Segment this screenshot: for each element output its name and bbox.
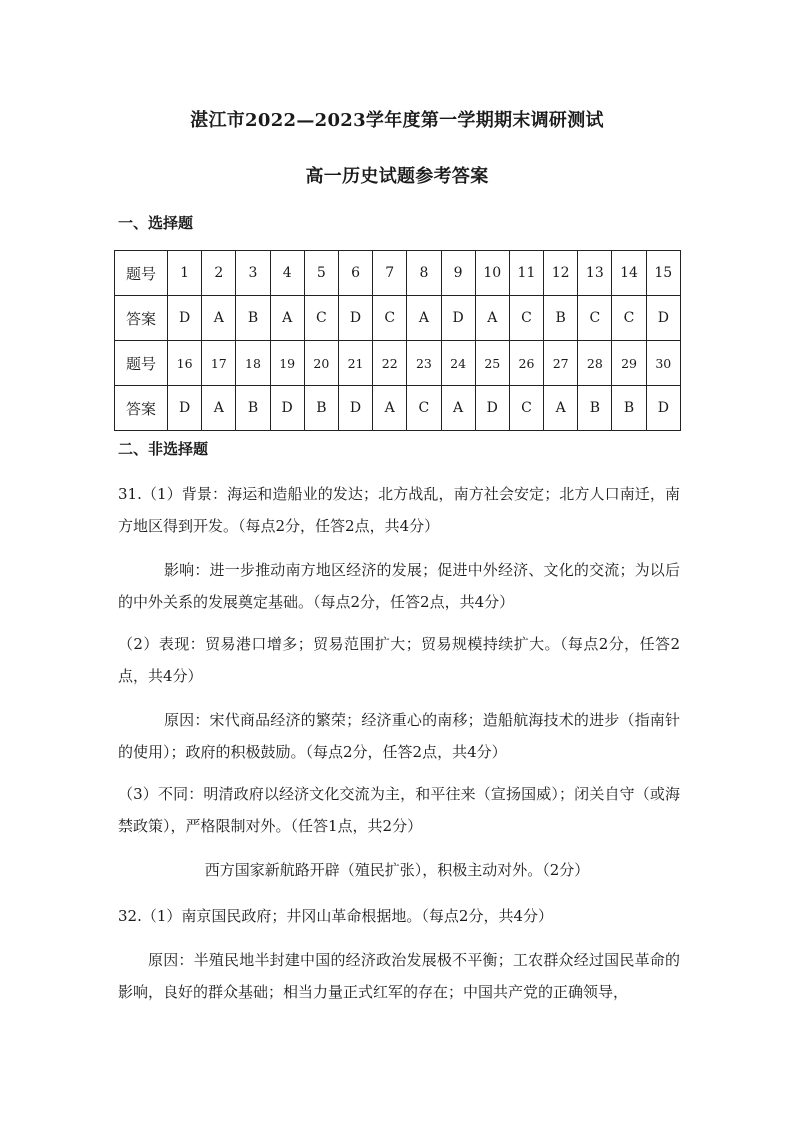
- answer-31-2-reason: 原因：宋代商品经济的繁荣；经济重心的南移；造船航海技术的进步（指南针的使用）；政府的积极鼓励。（每点2分，任答2点，共4分）: [118, 711, 680, 761]
- table-cell: 30: [646, 341, 680, 386]
- table-cell: 18: [236, 341, 270, 386]
- table-cell: D: [475, 386, 509, 431]
- table-cell: D: [441, 296, 475, 341]
- table-cell: A: [202, 386, 236, 431]
- table-cell: C: [578, 296, 612, 341]
- page-subtitle: 高一历史试题参考答案: [305, 166, 489, 187]
- answer-32-1: 32.（1）南京国民政府；井冈山革命根据地。（每点2分，共4分）: [118, 907, 553, 925]
- table-cell: B: [612, 386, 646, 431]
- page-title: 湛江市2022—2023学年度第一学期期末调研测试: [190, 110, 604, 131]
- table-cell: 28: [578, 341, 612, 386]
- table-cell: A: [202, 296, 236, 341]
- table-cell: B: [236, 386, 270, 431]
- table-cell: C: [509, 296, 543, 341]
- table-cell: C: [373, 296, 407, 341]
- table-cell: 1: [168, 251, 202, 296]
- table-cell: 16: [168, 341, 202, 386]
- answer-32-1-reason: 原因：半殖民地半封建中国的经济政治发展极不平衡；工农群众经过国民革命的影响，良好的群众基础；相当力量正式红军的存在；中国共产党的正确领导，: [118, 951, 680, 1001]
- table-cell: C: [509, 386, 543, 431]
- table-cell: 15: [646, 251, 680, 296]
- answer-table: [114, 250, 681, 431]
- table-cell: B: [578, 386, 612, 431]
- table-cell: 27: [544, 341, 578, 386]
- answer-31-2-performance: （2）表现：贸易港口增多；贸易范围扩大；贸易规模持续扩大。（每点2分，任答2点，共4分）: [118, 635, 680, 685]
- table-cell: D: [646, 296, 680, 341]
- table-cell: D: [338, 386, 372, 431]
- table-cell: 8: [407, 251, 441, 296]
- table-cell: 29: [612, 341, 646, 386]
- table-cell: B: [236, 296, 270, 341]
- answer-31-1-background: 31.（1）背景：海运和造船业的发达；北方战乱，南方社会安定；北方人口南迁，南方地区得到开发。（每点2分，任答2点，共4分）: [118, 485, 680, 535]
- table-cell: 24: [441, 341, 475, 386]
- table-cell: C: [612, 296, 646, 341]
- table-cell: A: [544, 386, 578, 431]
- table-cell: 22: [373, 341, 407, 386]
- table-cell: D: [168, 386, 202, 431]
- table-cell: 17: [202, 341, 236, 386]
- table-cell: 20: [304, 341, 338, 386]
- table-cell: B: [304, 386, 338, 431]
- table-cell: C: [304, 296, 338, 341]
- row-label: 题号: [115, 251, 168, 296]
- table-cell: 12: [544, 251, 578, 296]
- row-label: 答案: [115, 386, 168, 431]
- table-cell: D: [270, 386, 304, 431]
- answer-table-row: [115, 251, 681, 296]
- table-cell: 14: [612, 251, 646, 296]
- table-cell: D: [646, 386, 680, 431]
- row-label: 题号: [115, 341, 168, 386]
- table-cell: D: [168, 296, 202, 341]
- row-label: 答案: [115, 296, 168, 341]
- table-cell: C: [407, 386, 441, 431]
- table-cell: 23: [407, 341, 441, 386]
- table-cell: 6: [338, 251, 372, 296]
- table-cell: A: [441, 386, 475, 431]
- section-multiple-choice-heading: 一、选择题: [118, 214, 194, 232]
- table-cell: A: [373, 386, 407, 431]
- table-cell: 10: [475, 251, 509, 296]
- table-cell: 26: [509, 341, 543, 386]
- table-cell: 5: [304, 251, 338, 296]
- table-cell: 11: [509, 251, 543, 296]
- table-cell: 13: [578, 251, 612, 296]
- table-cell: 4: [270, 251, 304, 296]
- section-non-choice-heading: 二、非选择题: [118, 440, 209, 458]
- table-cell: B: [544, 296, 578, 341]
- table-cell: 9: [441, 251, 475, 296]
- answer-31-1-impact: 影响：进一步推动南方地区经济的发展；促进中外经济、文化的交流；为以后的中外关系的发展奠定基础。（每点2分，任答2点，共4分）: [118, 561, 680, 611]
- answer-table-row: [115, 386, 681, 431]
- table-cell: D: [338, 296, 372, 341]
- answer-31-3-western: 西方国家新航路开辟（殖民扩张），积极主动对外。（2分）: [204, 861, 590, 879]
- answer-31-3-difference: （3）不同：明清政府以经济文化交流为主，和平往来（宣扬国威）；闭关自守（或海禁政策），严格限制对外。（任答1点，共2分）: [118, 785, 680, 835]
- table-cell: A: [475, 296, 509, 341]
- table-cell: 25: [475, 341, 509, 386]
- table-cell: 3: [236, 251, 270, 296]
- table-cell: 7: [373, 251, 407, 296]
- answer-table-row: [115, 341, 681, 386]
- answer-table-row: [115, 296, 681, 341]
- table-cell: A: [407, 296, 441, 341]
- table-cell: A: [270, 296, 304, 341]
- table-cell: 19: [270, 341, 304, 386]
- table-cell: 2: [202, 251, 236, 296]
- table-cell: 21: [338, 341, 372, 386]
